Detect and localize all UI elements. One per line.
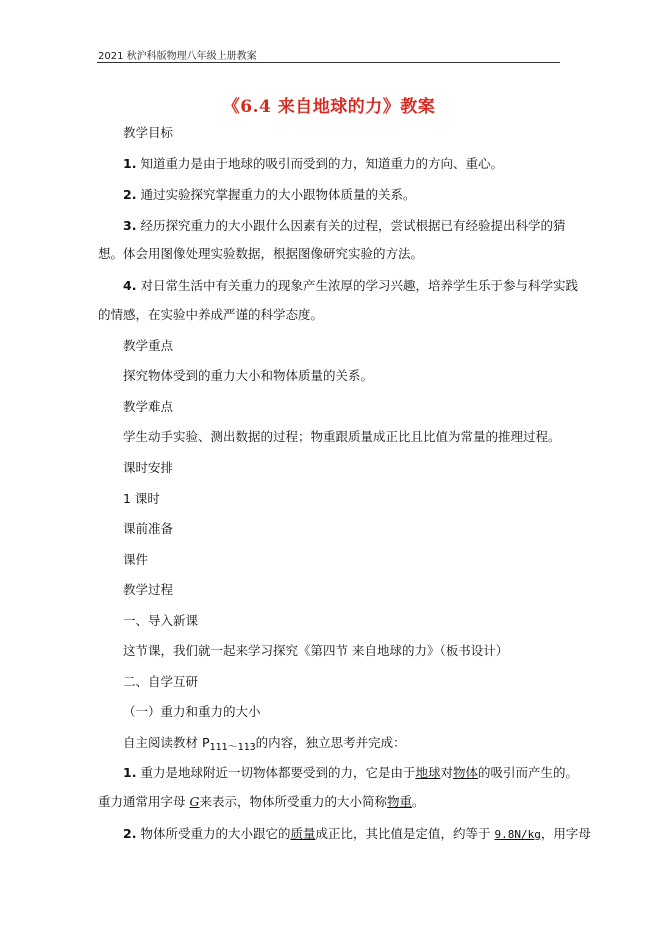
prep-text: 课件 <box>123 552 149 567</box>
document-title: 《6.4 来自地球的力》教案 <box>222 97 436 117</box>
q2-answer-mass: 质量 <box>290 826 316 841</box>
q2-text-a: 物体所受重力的大小跟它的 <box>140 826 291 841</box>
reading-instruction <box>123 734 406 757</box>
q1-answer-weight: 物重 <box>387 794 413 809</box>
q2-text-c: ，用字母 <box>540 826 591 841</box>
q2-answer-value: 9.8N/kg <box>494 828 541 841</box>
goal-3-text-a: 经历探究重力的大小跟什么因素有关的过程，尝试根据已有经验提出科学的猜 <box>140 218 566 233</box>
prep-heading: 课前准备 <box>123 521 174 536</box>
q1-text-c: 的吸引而产生的。 <box>478 765 579 780</box>
q1-text-d: 重力通常用字母 <box>98 794 190 809</box>
goal-4-number: 4. <box>123 278 137 293</box>
header-rule <box>97 62 560 63</box>
goal-4-line-1 <box>123 277 578 295</box>
goal-1-text: 知道重力是由于地球的吸引而受到的力，知道重力的方向、重心。 <box>140 156 503 171</box>
question-2-number: 2. <box>123 826 137 841</box>
key-text: 探究物体受到的重力大小和物体质量的关系。 <box>123 368 374 383</box>
goal-3-line-1 <box>123 217 565 235</box>
q1-text-f: 。 <box>412 794 425 809</box>
question-1-line-2 <box>98 793 425 811</box>
goal-3-line-2: 想。体会用图像处理实验数据，根据图像研究实验的方法。 <box>98 246 424 261</box>
goal-4-line-2: 的情感，在实验中养成严谨的科学态度。 <box>98 307 324 322</box>
goals-heading: 教学目标 <box>123 125 174 140</box>
goal-1 <box>123 155 503 173</box>
goal-2 <box>123 186 415 204</box>
process-heading: 教学过程 <box>123 582 174 597</box>
q1-text-e: 来表示，物体所受重力的大小简称 <box>199 794 387 809</box>
running-header: 2021 秋沪科版物理八年级上册教案 <box>98 51 257 62</box>
q1-answer-object: 物体 <box>452 765 478 780</box>
difficulty-heading: 教学难点 <box>123 399 174 414</box>
key-heading: 教学重点 <box>123 338 174 353</box>
goal-1-number: 1. <box>123 156 137 171</box>
schedule-text: 1 课时 <box>123 491 160 506</box>
q1-answer-symbol: G <box>189 794 200 809</box>
schedule-heading: 课时安排 <box>123 460 174 475</box>
q1-text-b: 对 <box>440 765 453 780</box>
q1-answer-earth: 地球 <box>415 765 441 780</box>
part-2-heading: 二、自学互研 <box>123 674 199 689</box>
reading-page-range: 111～113 <box>209 742 256 753</box>
reading-text-b: 的内容，独立思考并完成： <box>255 735 406 750</box>
q2-text-b: 成正比，其比值是定值，约等于 <box>315 826 495 841</box>
goal-3-number: 3. <box>123 218 137 233</box>
reading-text-a: 自主阅读教材 P <box>123 735 210 750</box>
q1-text-a: 重力是地球附近一切物体都要受到的力，它是由于 <box>140 765 416 780</box>
question-1-number: 1. <box>123 765 137 780</box>
part-1-text: 这节课，我们就一起来学习探究《第四节 来自地球的力》（板书设计） <box>123 643 509 658</box>
goal-4-text-a: 对日常生活中有关重力的现象产生浓厚的学习兴趣，培养学生乐于参与科学实践 <box>140 278 578 293</box>
question-2-line-1 <box>123 825 591 844</box>
part-1-heading: 一、导入新课 <box>123 613 199 628</box>
goal-2-number: 2. <box>123 187 137 202</box>
difficulty-text: 学生动手实验、测出数据的过程；物重跟质量成正比且比值为常量的推理过程。 <box>123 429 561 444</box>
subsection-1-heading: （一）重力和重力的大小 <box>123 704 261 719</box>
goal-2-text: 通过实验探究掌握重力的大小跟物体质量的关系。 <box>140 187 416 202</box>
question-1-line-1 <box>123 764 578 782</box>
